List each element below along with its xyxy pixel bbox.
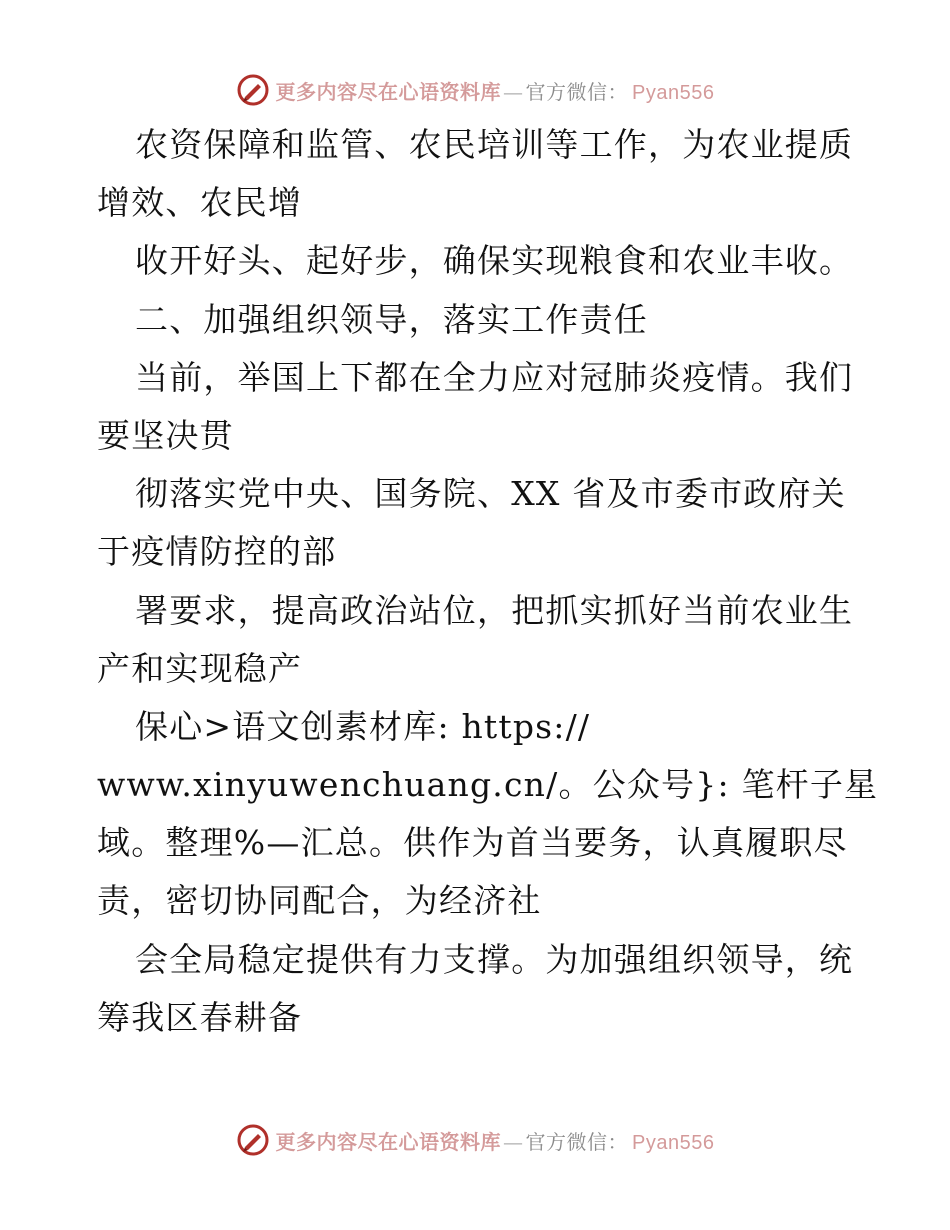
section-heading: 二、加强组织领导，落实工作责任 — [135, 299, 648, 339]
body-line-6: 要坚决贯 — [97, 415, 234, 455]
body-line-10: 产和实现稳产 — [97, 648, 303, 688]
body-line-3: 收开好头、起好步，确保实现粮食和农业丰收。 — [135, 241, 854, 281]
body-line-12: www.xinyuwenchuang.cn/。公众号}: 笔杆子星 — [97, 765, 879, 805]
footer-banner-title: 更多内容尽在心语资料库 — [275, 1129, 502, 1154]
footer-banner-dash: — — [503, 1129, 524, 1154]
body-line-11: 保心>语文创素材库: https:// — [135, 706, 591, 746]
body-line-8: 于疫情防控的部 — [97, 532, 337, 572]
footer-banner — [0, 1120, 950, 1160]
body-line-13: 域。整理%—汇总。供作为首当要务，认真履职尽 — [97, 823, 848, 863]
body-line-15: 会全局稳定提供有力支撑。为加强组织领导，统 — [135, 939, 854, 979]
pen-logo-icon — [236, 1123, 270, 1157]
body-line-7: 彻落实党中央、国务院、XX 省及市委市政府关 — [135, 474, 846, 514]
header-wechat-label: 官方微信： — [525, 79, 629, 104]
body-line-14: 责，密切协同配合，为经济社 — [97, 881, 542, 921]
document-body — [97, 116, 879, 1047]
header-wechat-id: Pyan556 — [632, 81, 715, 104]
footer-wechat-label: 官方微信： — [525, 1129, 629, 1154]
body-line-1: 农资保障和监管、农民培训等工作，为农业提质 — [135, 125, 854, 164]
footer-wechat-id: Pyan556 — [632, 1131, 715, 1154]
header-banner-dash: — — [503, 79, 524, 104]
header-banner-title: 更多内容尽在心语资料库 — [275, 79, 502, 104]
body-line-2: 增效、农民增 — [97, 183, 303, 223]
body-line-5: 当前，举国上下都在全力应对冠肺炎疫情。我们 — [135, 357, 854, 397]
header-banner — [0, 70, 950, 110]
body-line-9: 署要求，提高政治站位，把抓实抓好当前农业生 — [135, 590, 854, 630]
pen-logo-icon — [236, 73, 270, 107]
body-line-16: 筹我区春耕备 — [97, 997, 303, 1037]
